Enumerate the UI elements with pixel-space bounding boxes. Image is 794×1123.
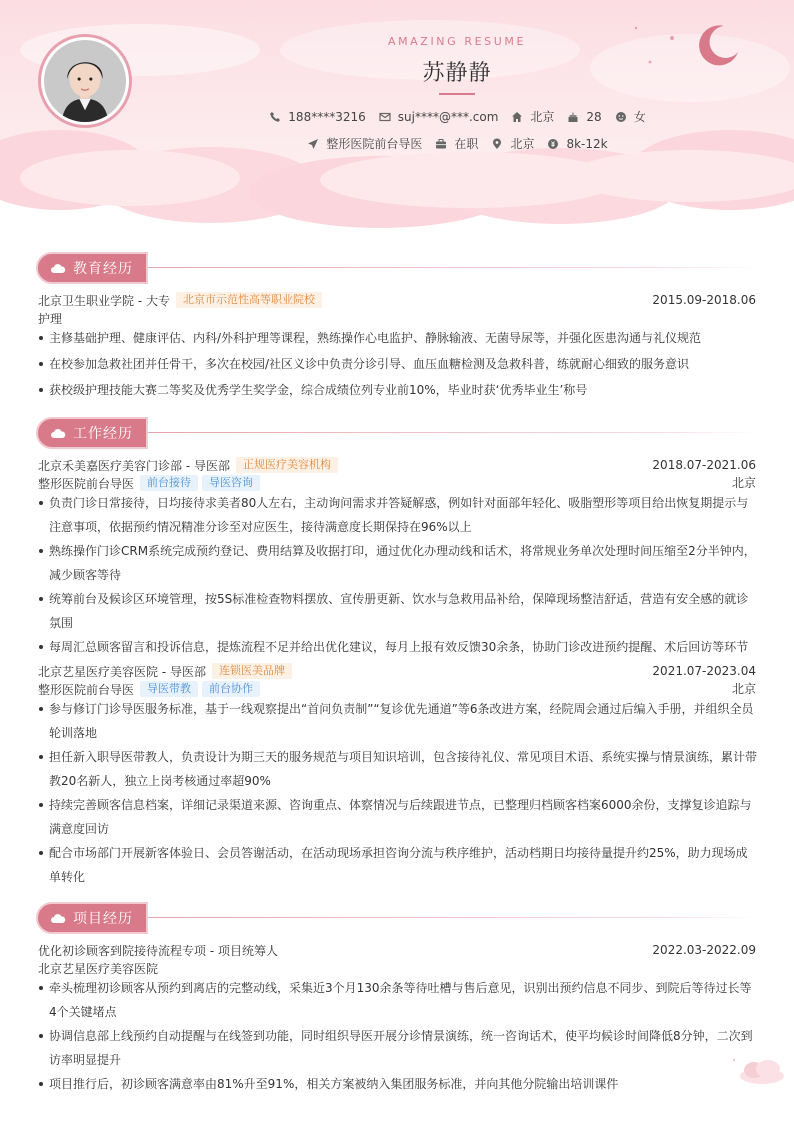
company-tag: 连锁医美品牌 xyxy=(212,663,292,679)
briefcase-icon xyxy=(434,137,448,151)
role-tag: 前台协作 xyxy=(202,681,260,697)
list-item: 项目推行后，初诊顾客满意率由81%升至91%，相关方案被纳入集团服务标准，并向其他分院输出培训课件 xyxy=(38,1072,758,1096)
section-header-project xyxy=(36,902,756,934)
role-tag: 导医咨询 xyxy=(202,475,260,491)
role-tag: 前台接待 xyxy=(140,475,198,491)
section-title: 教育经历 xyxy=(73,261,133,277)
job-city: 北京 xyxy=(731,476,756,490)
section-header-education xyxy=(36,252,756,284)
resume-tagline: AMAZING RESUME xyxy=(387,35,527,48)
send-icon xyxy=(306,137,320,151)
list-item: 参与修订门诊导医服务标准，基于一线观察提出“首问负责制”“复诊优先通道”等6条改进方案，经院周会通过后编入手册，并组织全员轮训落地 xyxy=(38,697,758,745)
list-item: 熟练操作门诊CRM系统完成预约登记、费用结算及收据打印，通过优化办理动线和话术，将常规业务单次处理时间压缩至2分半钟内，减少顾客等待 xyxy=(38,539,758,587)
section-divider xyxy=(148,267,756,268)
job-date: 2021.07-2023.04 xyxy=(652,664,756,678)
section-title: 工作经历 xyxy=(73,426,133,442)
job-header xyxy=(38,662,756,680)
project-org: 北京艺星医疗美容医院 xyxy=(38,961,159,976)
cake-icon xyxy=(566,110,580,124)
name-underline xyxy=(439,93,475,95)
list-item: 在校参加急救社团并任骨干，多次在校园/社区义诊中负责分诊引导、血压血糖检测及急救科普，练就耐心细致的服务意识 xyxy=(38,352,758,376)
major: 护理 xyxy=(38,311,63,326)
section-title: 项目经历 xyxy=(73,911,133,927)
list-item: 获校级护理技能大赛二等奖及优秀学生奖学金，综合成绩位列专业前10%，毕业时获‘优秀毕业生’称号 xyxy=(38,378,758,402)
list-item: 负责门诊日常接待，日均接待求美者80人左右，主动询问需求并答疑解惑，例如针对面部年轻化、吸脂塑形等项目给出恢复期提示与注意事项，依据预约情况精准分诊至对应医生，接待满意度长期保持在96%以上 xyxy=(38,491,758,539)
project-header xyxy=(38,941,756,959)
company-tag: 正规医疗美容机构 xyxy=(236,457,338,473)
section-divider xyxy=(148,432,756,433)
project-date: 2022.03-2022.09 xyxy=(652,943,756,957)
job-intent-row xyxy=(0,135,794,152)
contact-age: 28 xyxy=(566,110,601,124)
list-item: 持续完善顾客信息档案，详细记录渠道来源、咨询重点、体察情况与后续跟进节点，已整理归档顾客档案6000余份，支撑复诊追踪与满意度回访 xyxy=(38,793,758,841)
mail-icon xyxy=(378,110,392,124)
section-pill xyxy=(36,902,148,934)
role-tag: 导医带教 xyxy=(140,681,198,697)
section-divider xyxy=(148,917,756,918)
job-role-row xyxy=(38,474,756,492)
cloud-icon xyxy=(50,913,66,924)
decorative-cloud-icon xyxy=(728,1056,788,1086)
list-item: 主修基础护理、健康评估、内科/外科护理等课程，熟练操作心电监护、静脉输液、无菌导尿等，并强化医患沟通与礼仪规范 xyxy=(38,326,758,350)
intent-salary: 8k-12k xyxy=(546,137,607,151)
intent-city: 北京 xyxy=(490,135,534,152)
education-header xyxy=(38,291,756,309)
project-name: 优化初诊顾客到院接待流程专项 - 项目统筹人 xyxy=(38,943,278,958)
school-name: 北京卫生职业学院 - 大专 xyxy=(38,293,170,308)
intent-position: 整形医院前台导医 xyxy=(306,135,422,152)
company-name: 北京禾美嘉医疗美容门诊部 - 导医部 xyxy=(38,458,230,473)
contact-phone: 188****3216 xyxy=(268,110,365,124)
list-item: 牵头梳理初诊顾客从预约到离店的完整动线，采集近3个月130余条等待吐槽与售后意见，识别出预约信息不同步、到院后等待过长等4个关键堵点 xyxy=(38,976,758,1024)
cloud-icon xyxy=(50,263,66,274)
job-role: 整形医院前台导医 xyxy=(38,476,135,491)
job-date: 2018.07-2021.06 xyxy=(652,458,756,472)
cloud-icon xyxy=(50,428,66,439)
location-icon xyxy=(490,137,504,151)
list-item: 担任新入职导医带教人，负责设计为期三天的服务规范与项目知识培训，包含接待礼仪、常见项目术语、系统实操与情景演练，累计带教20名新人，独立上岗考核通过率超90% xyxy=(38,745,758,793)
job-header xyxy=(38,456,756,474)
home-icon xyxy=(510,110,524,124)
school-tag: 北京市示范性高等职业院校 xyxy=(176,292,322,308)
list-item: 配合市场部门开展新客体验日、会员答谢活动，在活动现场承担咨询分流与秩序维护，活动档期日均接待量提升约25%，助力现场成单转化 xyxy=(38,841,758,889)
candidate-name: 苏静静 xyxy=(422,61,492,86)
contact-hometown: 北京 xyxy=(510,108,554,125)
job-city: 北京 xyxy=(731,682,756,696)
section-header-work xyxy=(36,417,756,449)
list-item: 每周汇总顾客留言和投诉信息，提炼流程不足并给出优化建议，每月上报有效反馈30余条，协助门诊改进预约提醒、术后回访等环节 xyxy=(38,635,758,659)
contact-email: suj****@***.com xyxy=(378,110,499,124)
section-pill xyxy=(36,252,148,284)
project-org-row xyxy=(38,959,756,977)
job-role-row xyxy=(38,680,756,698)
list-item: 协调信息部上线预约自动提醒与在线签到功能，同时组织导医开展分诊情景演练，统一咨询话术，使平均候诊时间降低8分钟，二次到访率明显提升 xyxy=(38,1024,758,1072)
section-pill xyxy=(36,417,148,449)
phone-icon xyxy=(268,110,282,124)
salary-icon xyxy=(546,137,560,151)
education-date: 2015.09-2018.06 xyxy=(652,293,756,307)
contact-gender: 女 xyxy=(614,108,646,125)
company-name: 北京艺星医疗美容医院 - 导医部 xyxy=(38,664,206,679)
list-item: 统筹前台及候诊区环境管理，按5S标准检查物料摆放、宣传册更新、饮水与急救用品补给，保障现场整洁舒适，营造有安全感的就诊氛围 xyxy=(38,587,758,635)
intent-status: 在职 xyxy=(434,135,478,152)
moon-icon xyxy=(694,22,742,70)
education-major-row xyxy=(38,309,756,327)
gender-icon xyxy=(614,110,628,124)
job-role: 整形医院前台导医 xyxy=(38,682,135,697)
contact-info-row xyxy=(0,108,794,125)
